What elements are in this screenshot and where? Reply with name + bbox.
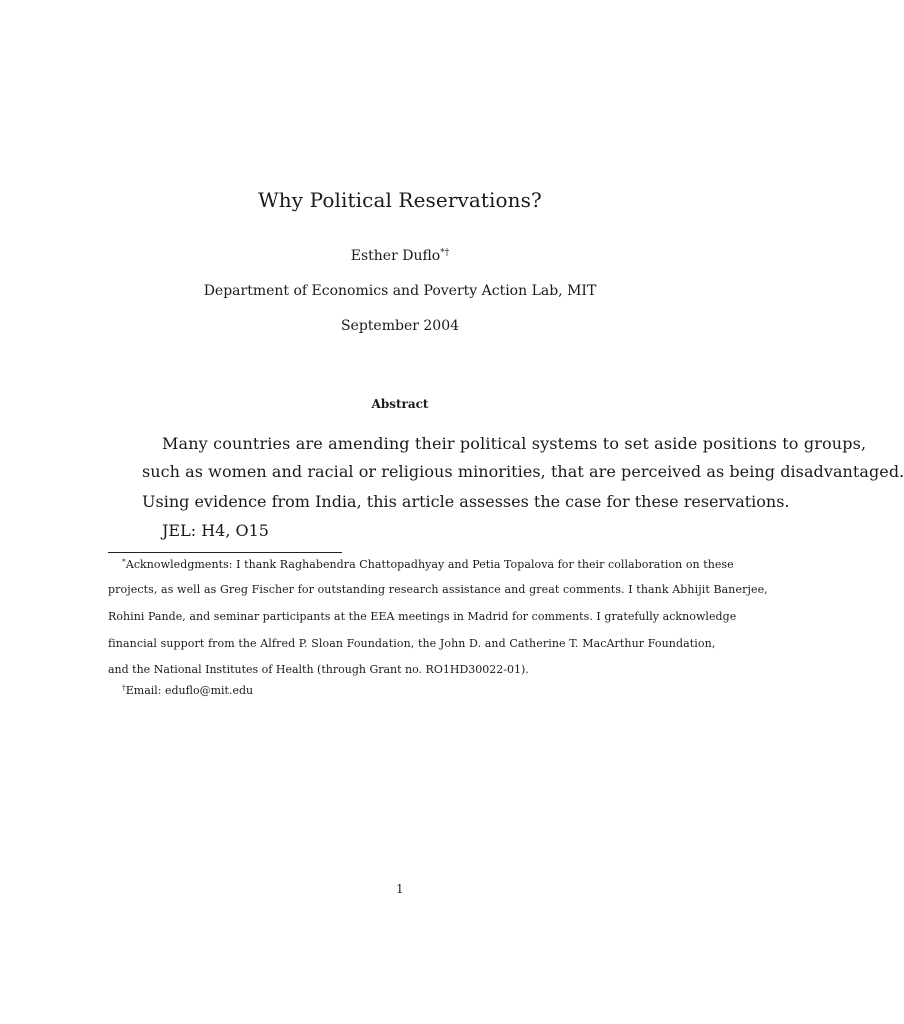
footnote-mark: † bbox=[122, 683, 126, 692]
footnote-email bbox=[122, 683, 253, 697]
author-line bbox=[0, 248, 800, 264]
footnote-rule bbox=[108, 552, 342, 553]
footnote-line: and the National Institutes of Health (through Grant no. RO1HD30022-01). bbox=[108, 663, 529, 676]
abstract-line: such as women and racial or religious minorities, that are perceived as being disadvantaged. bbox=[142, 462, 904, 481]
footnote-line: projects, as well as Greg Fischer for outstanding research assistance and great comments. I thank Abhijit Banerjee, bbox=[108, 583, 768, 596]
paper-date: September 2004 bbox=[340, 318, 460, 334]
jel-codes: JEL: H4, O15 bbox=[162, 521, 269, 540]
author-footnote-mark: *† bbox=[440, 248, 450, 258]
email-text: Email: eduflo@mit.edu bbox=[125, 684, 254, 697]
paper-title: Why Political Reservations? bbox=[258, 188, 542, 212]
footnote-acknowledgments bbox=[122, 557, 734, 571]
abstract-line: Using evidence from India, this article assesses the case for these reservations. bbox=[142, 492, 790, 511]
page-number: 1 bbox=[396, 882, 404, 896]
author-name: Esther Duflo bbox=[350, 248, 441, 264]
footnote-line: Rohini Pande, and seminar participants at the EEA meetings in Madrid for comments. I gratefully acknowledge bbox=[108, 610, 737, 623]
abstract-heading: Abstract bbox=[371, 397, 429, 411]
footnote-mark: * bbox=[122, 557, 126, 566]
footnote-line: Acknowledgments: I thank Raghabendra Chattopadhyay and Petia Topalova for their collaboration on these bbox=[125, 558, 734, 571]
footnote-line: financial support from the Alfred P. Sloan Foundation, the John D. and Catherine T. MacArthur Foundation, bbox=[108, 637, 716, 650]
author-affiliation: Department of Economics and Poverty Action Lab, MIT bbox=[203, 283, 597, 299]
abstract-line: Many countries are amending their political systems to set aside positions to groups, bbox=[162, 434, 867, 453]
